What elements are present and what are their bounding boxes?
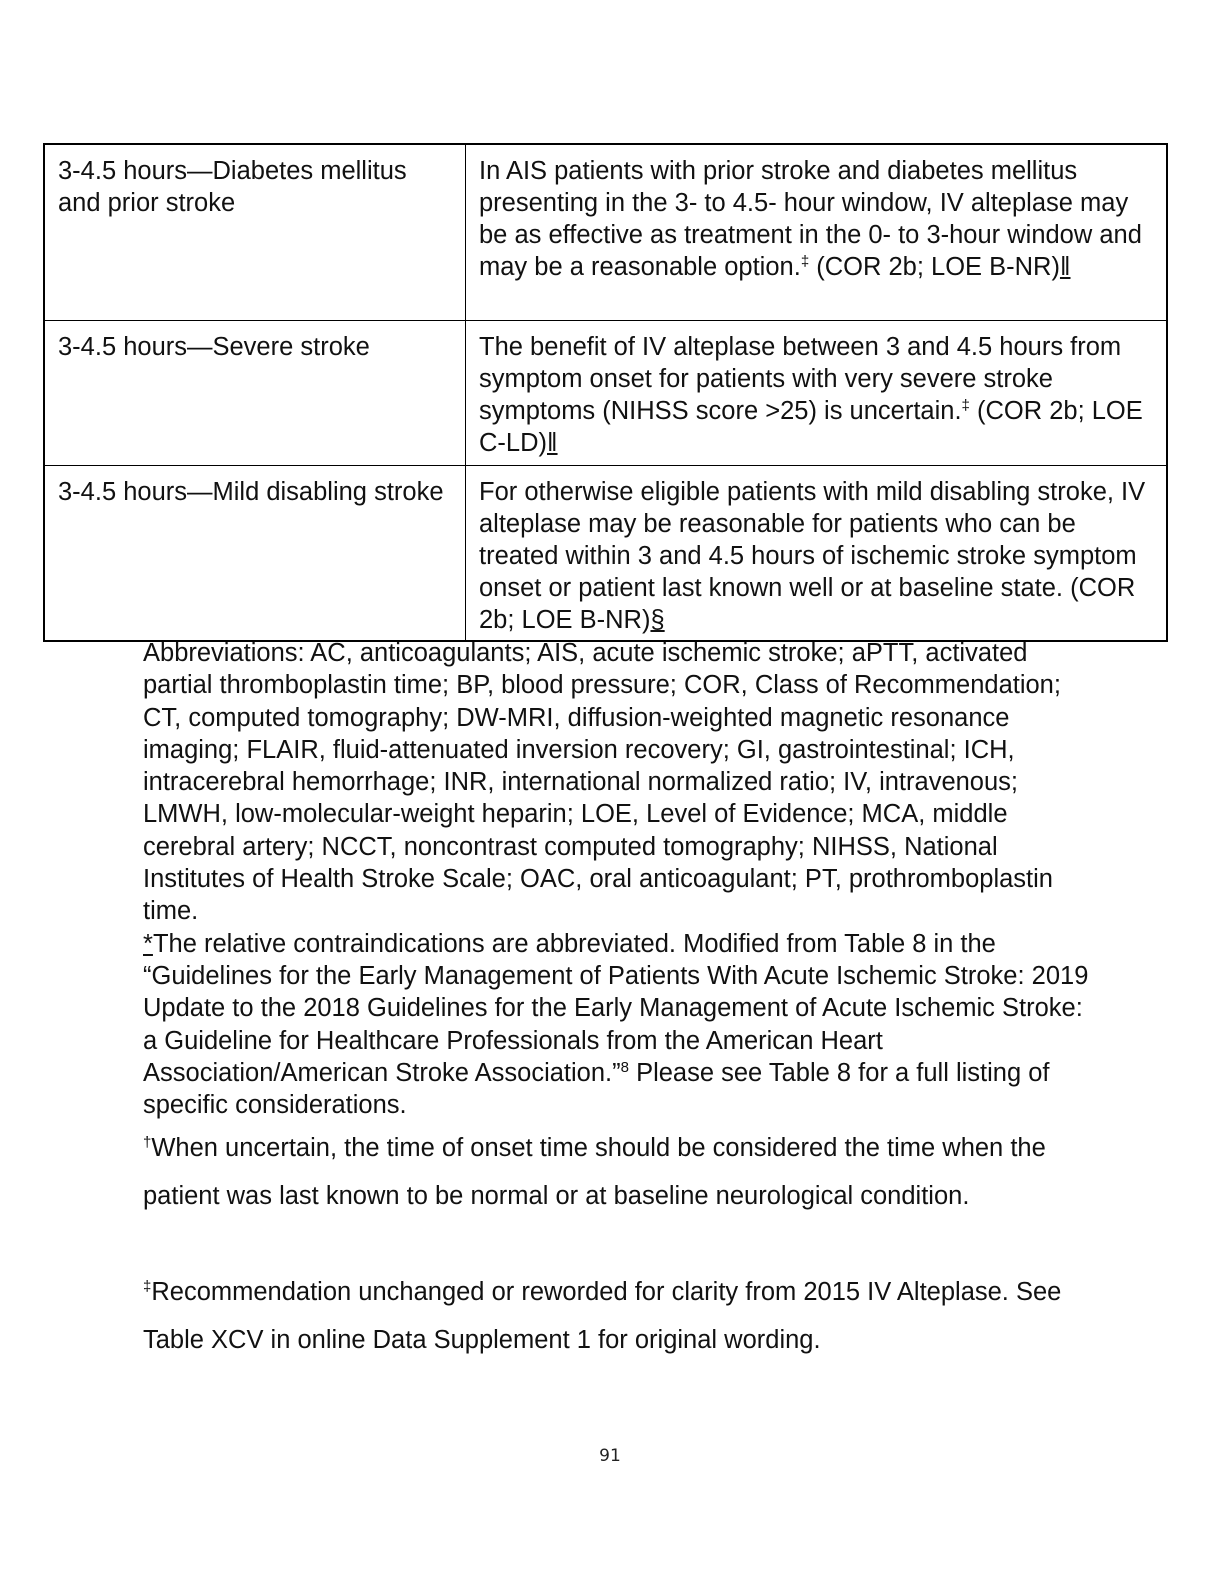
reference-superscript: 8: [620, 1058, 629, 1076]
condition-cell: [44, 466, 466, 642]
recommendation-cell: [466, 466, 1168, 642]
evidence-level: (COR 2b; LOE C-LD): [479, 397, 1143, 457]
double-dagger-footnote: [143, 1268, 1103, 1364]
condition-cell: [44, 321, 466, 466]
recommendation-cell: [466, 144, 1168, 321]
footnote-marker: ‡: [961, 397, 970, 414]
recommendation-text: The benefit of IV alteplase between 3 and 4.5 hours from symptom onset for patients with very severe stroke symptoms (NIHSS score >25) is uncertain.: [479, 333, 1122, 425]
recommendation-cell: [466, 321, 1168, 466]
table-row: [44, 321, 1167, 466]
star-footnote: [143, 928, 1103, 1122]
page-number: 91: [599, 1446, 621, 1466]
table-row: [44, 466, 1167, 642]
reference-mark: ‖: [547, 429, 558, 457]
recommendation-text: For otherwise eligible patients with mild disabling stroke, IV alteplase may be reasonable for patients who can be treated within 3 and 4.5 hours of ischemic stroke symptom onset or patient last known well or at baseline state.: [479, 478, 1146, 602]
condition-text: 3-4.5 hours—Severe stroke: [58, 333, 370, 361]
evidence-level: (COR 2b; LOE B-NR): [809, 253, 1060, 281]
footnote-marker: ‡: [800, 253, 810, 270]
star-footnote-text-end: Please see Table 8 for a full listing of specific considerations.: [143, 1058, 1050, 1120]
table-row: [44, 144, 1167, 321]
star-footnote-text: The relative contraindications are abbreviated. Modified from Table 8 in the “Guidelines for the Early Management of Patients With Acute Ischemic Stroke: 2019 Update to the 2018 Guidelines for the Early Management of Acute Ischemic Stroke: a Guideline for Healthcare Professionals from the American Heart Association/American Stroke Association.”: [143, 929, 1089, 1087]
reference-mark: ‖: [1059, 253, 1071, 281]
evidence-level: (COR 2b; LOE B-NR): [479, 574, 1136, 634]
dagger-footnote-text: When uncertain, the time of onset time should be considered the time when the patient was last known to be normal or at baseline neurological condition.: [143, 1134, 1046, 1210]
condition-cell: [44, 144, 466, 321]
abbreviations-note: Abbreviations: AC, anticoagulants; AIS, acute ischemic stroke; aPTT, activated partial thromboplastin time; BP, blood pressure; COR, Class of Recommendation; CT, computed tomography; DW-MRI, diffusion-weighted magnetic resonance imaging; FLAIR, fluid-attenuated inversion recovery; GI, gastrointestinal; ICH, intracerebral hemorrhage; INR, international normalized ratio; IV, intravenous; LMWH, low-molecular-weight heparin; LOE, Level of Evidence; MCA, middle cerebral artery; NCCT, noncontrast computed tomography; NIHSS, National Institutes of Health Stroke Scale; OAC, oral anticoagulant; PT, prothromboplastin time.: [143, 639, 1061, 926]
dagger-marker: †: [143, 1134, 152, 1151]
dagger-footnote: [143, 1124, 1103, 1220]
star-marker: *: [143, 929, 153, 958]
recommendation-text: In AIS patients with prior stroke and diabetes mellitus presenting in the 3- to 4.5- hour window, IV alteplase may be as effective as treatment in the 0- to 3-hour window and may be a reasonable option.: [479, 157, 1142, 281]
double-dagger-footnote-text: Recommendation unchanged or reworded for clarity from 2015 IV Alteplase. See Table XCV in online Data Supplement 1 for original wording.: [143, 1278, 1062, 1354]
double-dagger-marker: ‡: [143, 1278, 152, 1295]
condition-text: 3-4.5 hours—Mild disabling stroke: [58, 478, 444, 506]
recommendations-table: [43, 143, 1168, 642]
reference-mark: §: [650, 606, 665, 634]
table-notes: [143, 637, 1103, 1121]
condition-text: 3-4.5 hours—Diabetes mellitus and prior stroke: [58, 157, 407, 217]
